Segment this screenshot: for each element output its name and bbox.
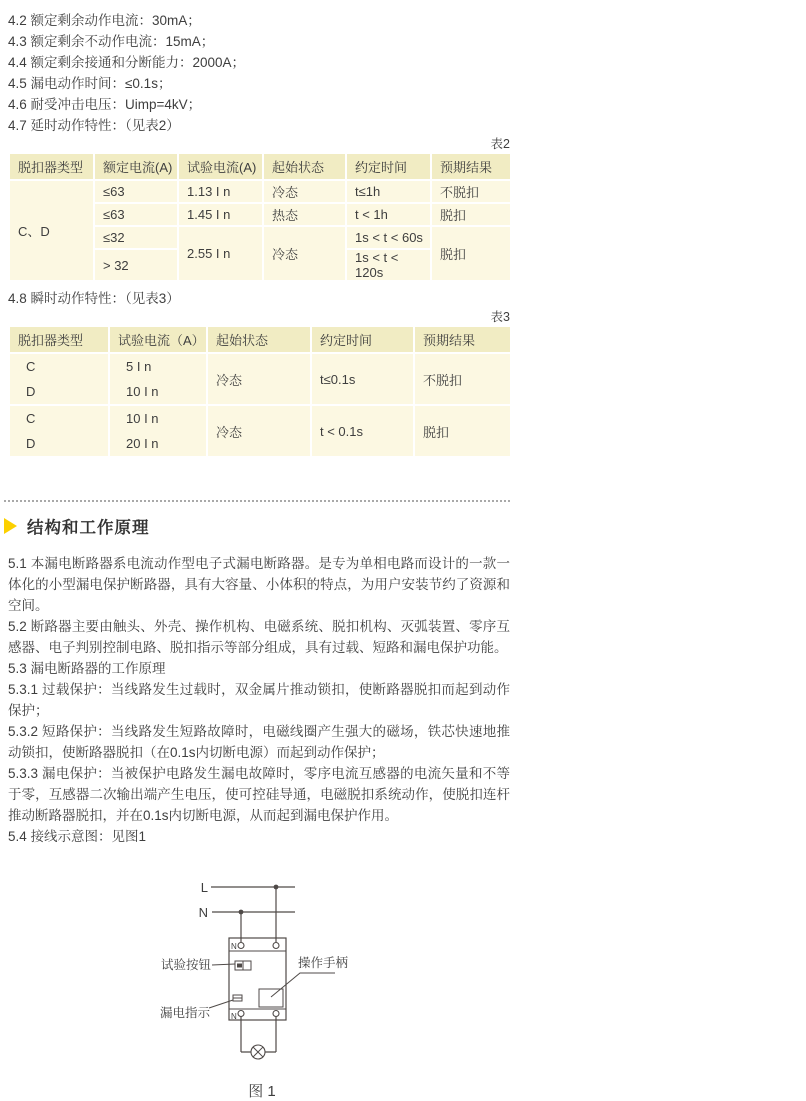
column-header: 脱扣器类型 bbox=[9, 153, 94, 180]
expected-result-cell: 不脱扣 bbox=[414, 353, 511, 405]
column-header: 额定电流(A) bbox=[94, 153, 178, 180]
start-state-cell: 冷态 bbox=[207, 405, 311, 457]
table2-label: 表2 bbox=[490, 137, 510, 151]
table3-header-row bbox=[9, 326, 511, 353]
agreed-time-cell: t < 1h bbox=[346, 203, 431, 226]
trip-type-line: C bbox=[26, 411, 36, 426]
trip-type-cell bbox=[9, 405, 109, 457]
rated-current-cell: ≤32 bbox=[94, 226, 178, 249]
operating-handle-shape bbox=[259, 989, 283, 1007]
terminal-circle bbox=[273, 943, 279, 949]
delay-characteristics-table bbox=[8, 152, 512, 282]
test-current-line: 10 I n bbox=[126, 384, 159, 399]
agreed-time-cell: t≤1h bbox=[346, 180, 431, 203]
column-header: 起始状态 bbox=[207, 326, 311, 353]
trip-type-line: D bbox=[26, 436, 36, 451]
column-header: 试验电流(A) bbox=[178, 153, 263, 180]
agreed-time-cell: t < 0.1s bbox=[311, 405, 414, 457]
para-5-3: 5.3 漏电断路器的工作原理 bbox=[8, 661, 166, 676]
terminal-circle bbox=[238, 1011, 244, 1017]
test-current-cell bbox=[109, 405, 207, 457]
column-header: 预期结果 bbox=[431, 153, 511, 180]
expected-result-cell: 脱扣 bbox=[431, 226, 511, 281]
dotted-divider bbox=[4, 500, 510, 502]
wiring-diagram bbox=[8, 861, 524, 1101]
wiring-diagram-wrap bbox=[8, 861, 510, 1101]
line-l-label: L bbox=[200, 880, 208, 895]
trip-type-cell: C、D bbox=[9, 180, 94, 281]
instantaneous-characteristics-table bbox=[8, 325, 512, 458]
column-header: 预期结果 bbox=[414, 326, 511, 353]
column-header: 约定时间 bbox=[311, 326, 414, 353]
para-5-4: 5.4 接线示意图：见图1 bbox=[8, 829, 147, 844]
agreed-time-cell: t≤0.1s bbox=[311, 353, 414, 405]
table-row bbox=[9, 353, 511, 405]
agreed-time-cell: 1s < t < 120s bbox=[346, 249, 431, 281]
column-header: 约定时间 bbox=[346, 153, 431, 180]
start-state-cell: 冷态 bbox=[263, 226, 346, 281]
column-header: 起始状态 bbox=[263, 153, 346, 180]
triangle-marker-icon bbox=[4, 518, 17, 534]
table-row bbox=[9, 405, 511, 457]
test-current-cell: 1.45 I n bbox=[178, 203, 263, 226]
terminal-n-bottom-label: N bbox=[231, 1012, 237, 1021]
rated-current-cell: > 32 bbox=[94, 249, 178, 281]
section-header bbox=[8, 513, 510, 539]
terminal-circle bbox=[273, 1011, 279, 1017]
operating-handle-label: 操作手柄 bbox=[298, 956, 349, 970]
table-row bbox=[9, 180, 511, 203]
leakage-indicator-label: 漏电指示 bbox=[160, 1006, 211, 1020]
spec-line-4-6: 4.6 耐受冲击电压：Uimp=4kV； bbox=[8, 97, 202, 112]
para-5-1: 5.1 本漏电断路器系电流动作型电子式漏电断路器。是专为单相电路而设计的一款一体化的小型漏电保护断路器，具有大容量、小体积的特点，为用户安装节约了资源和空间。 bbox=[8, 556, 510, 613]
test-current-line: 10 I n bbox=[126, 411, 159, 426]
start-state-cell: 冷态 bbox=[207, 353, 311, 405]
rated-current-cell: ≤63 bbox=[94, 180, 178, 203]
expected-result-cell: 不脱扣 bbox=[431, 180, 511, 203]
rated-current-cell: ≤63 bbox=[94, 203, 178, 226]
spec-line-4-4: 4.4 额定剩余接通和分断能力：2000A； bbox=[8, 55, 246, 70]
test-current-line: 5 I n bbox=[126, 359, 152, 374]
para-5-3-2: 5.3.2 短路保护：当线路发生短路故障时，电磁线圈产生强大的磁场，铁芯快速地推动锁扣，使断路器脱扣（在0.1s内切断电源）而起到动作保护； bbox=[8, 724, 510, 760]
line-n-label: N bbox=[198, 905, 208, 920]
power-lines bbox=[199, 880, 295, 942]
spec-line-4-5: 4.5 漏电动作时间：≤0.1s； bbox=[8, 76, 172, 91]
spec-line-4-8: 4.8 瞬时动作特性：（见表3） bbox=[8, 291, 180, 306]
table3-label: 表3 bbox=[490, 310, 510, 324]
test-button-fill bbox=[237, 964, 242, 968]
start-state-cell: 冷态 bbox=[263, 180, 346, 203]
trip-type-line: D bbox=[26, 384, 36, 399]
agreed-time-cell: 1s < t < 60s bbox=[346, 226, 431, 249]
figure-caption: 图 1 bbox=[248, 1083, 276, 1100]
test-current-cell: 1.13 I n bbox=[178, 180, 263, 203]
start-state-cell: 热态 bbox=[263, 203, 346, 226]
test-button-label: 试验按钮 bbox=[161, 958, 212, 972]
column-header: 试验电流（A） bbox=[109, 326, 207, 353]
para-5-3-1: 5.3.1 过载保护：当线路发生过载时，双金属片推动锁扣，使断路器脱扣而起到动作保护； bbox=[8, 682, 510, 718]
column-header: 脱扣器类型 bbox=[9, 326, 109, 353]
trip-type-cell bbox=[9, 353, 109, 405]
section-title: 结构和工作原理 bbox=[27, 519, 150, 537]
terminal-circle bbox=[238, 943, 244, 949]
para-5-2: 5.2 断路器主要由触头、外壳、操作机构、电磁系统、脱扣机构、灭弧装置、零序互感器、电子判别控制电路、脱扣指示等部分组成，具有过载、短路和漏电保护功能。 bbox=[8, 619, 510, 655]
table2-header-row bbox=[9, 153, 511, 180]
spec-line-4-7: 4.7 延时动作特性：（见表2） bbox=[8, 118, 180, 133]
trip-type-line: C bbox=[26, 359, 36, 374]
spec-line-4-3: 4.3 额定剩余不动作电流：15mA； bbox=[8, 34, 215, 49]
body-paragraphs bbox=[8, 553, 510, 847]
test-current-cell: 2.55 I n bbox=[178, 226, 263, 281]
breaker-body bbox=[229, 938, 286, 1021]
para-5-3-3: 5.3.3 漏电保护：当被保护电路发生漏电故障时，零序电流互感器的电流矢量和不等于零，互感器二次输出端产生电压，使可控硅导通，电磁脱扣系统动作，使脱扣连杆推动断路器脱扣，并在0.1s内切断电源，从而起到漏电保护作用。 bbox=[8, 766, 510, 823]
callouts bbox=[160, 955, 349, 1020]
expected-result-cell: 脱扣 bbox=[431, 203, 511, 226]
expected-result-cell: 脱扣 bbox=[414, 405, 511, 457]
test-current-cell bbox=[109, 353, 207, 405]
test-current-line: 20 I n bbox=[126, 436, 159, 451]
spec-line-4-2: 4.2 额定剩余动作电流：30mA； bbox=[8, 13, 201, 28]
terminal-n-top-label: N bbox=[231, 942, 237, 951]
load-circuit bbox=[241, 1017, 276, 1060]
